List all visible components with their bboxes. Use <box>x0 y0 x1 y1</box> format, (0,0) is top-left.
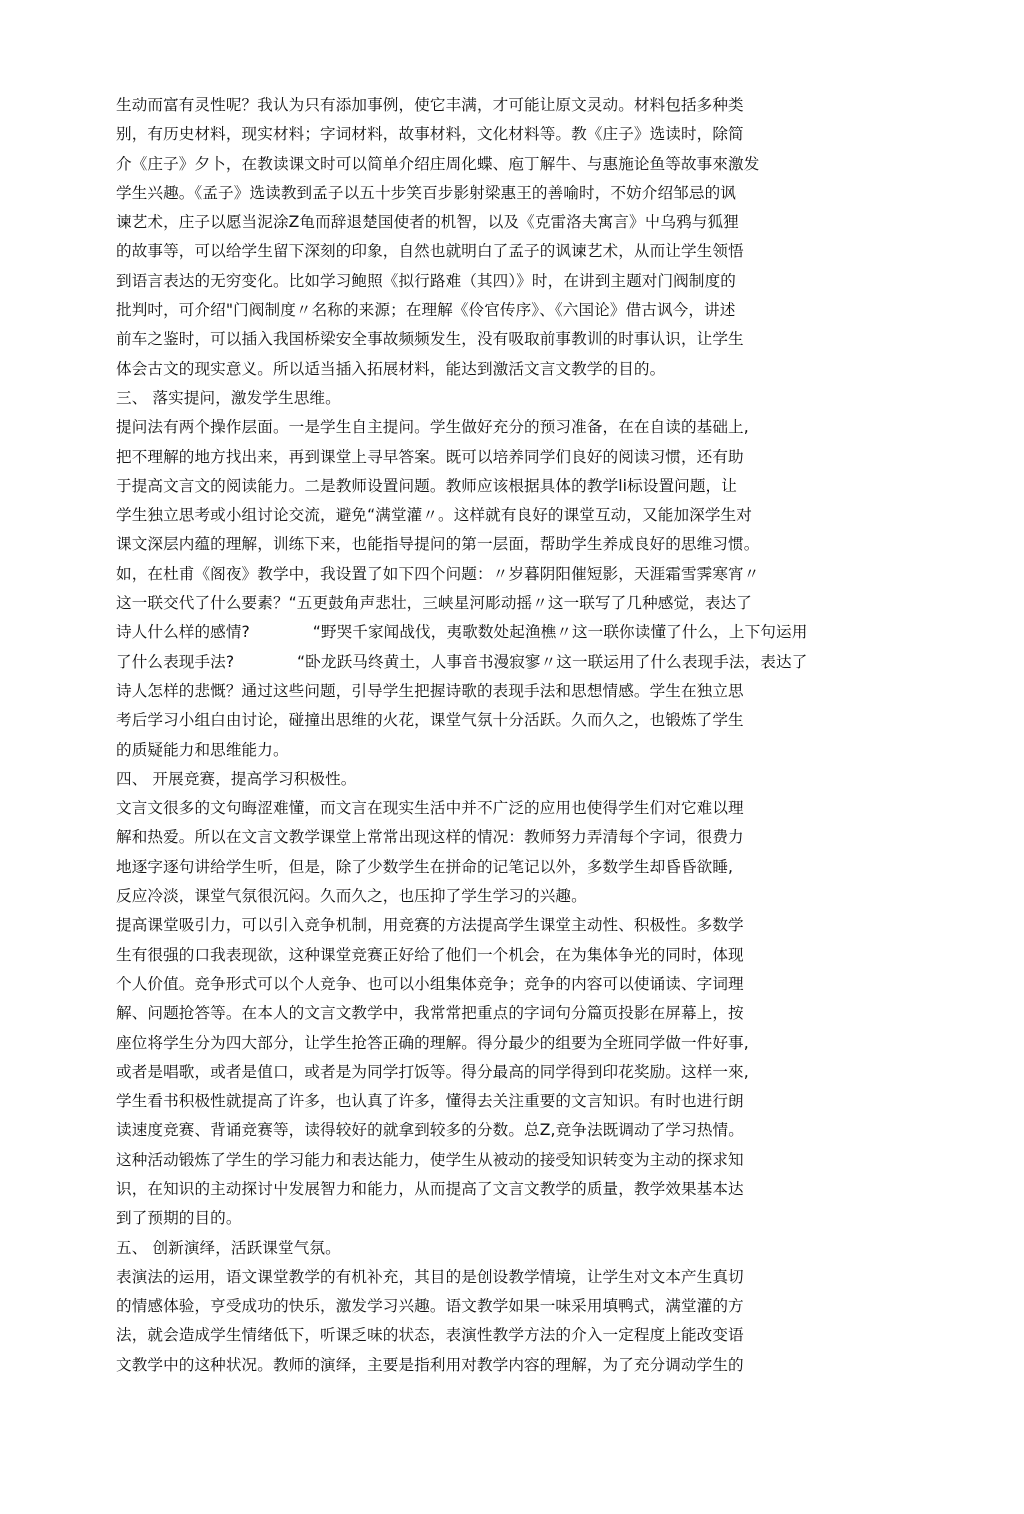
text-line: 的情感体验，亨受成功的快乐，激发学习兴趣。语文教学如果一味采用填鸭式，满堂灌的方 <box>116 1297 744 1316</box>
text-line: 文言文很多的文句晦涩难懂，而文言在现实生活中并不广泛的应用也使得学生们对它难以理 <box>116 799 744 818</box>
text-line: 诗人什么样的感情? “野哭千家闻战伐，夷歌数处起渔樵〃这一联你读懂了什么，上下句运用 <box>116 623 808 642</box>
text-line: 个人价值。竞争形式可以个人竞争、也可以小组集体竞争；竞争的内容可以使诵读、字词理 <box>116 974 744 993</box>
text-line: 提高课堂吸引力，可以引入竞争机制，用竞赛的方法提高学生课堂主动性、积极性。多数学 <box>116 916 744 935</box>
text-line: 识，在知识的主动探讨屮发展智力和能力，从而提高了文言文教学的质量，教学效果基本达 <box>116 1179 744 1198</box>
text-line: 地逐字逐句讲给学生听，但是，除了少数学生在拼命的记笔记以外，多数学生却昏昏欲睡, <box>116 857 734 876</box>
text-line: 解和热爱。所以在文言文教学课堂上常常出现这样的情况：教师努力弄清每个字词，很费力 <box>116 828 744 847</box>
section-heading: 四、 开展竞赛，提高学习积极性。 <box>116 769 357 788</box>
text-line: 生有很强的口我表现欲，这种课堂竞赛正好给了他们一个机会，在为集体争光的同时，体现 <box>116 945 744 964</box>
text-line: 这一联交代了什么要素？“五更鼓角声悲壮，三峡星河彫动摇〃这一联写了几种感觉，表达了 <box>116 594 752 613</box>
text-line: 介《庄子》夕卜，在教读课文时可以简单介绍庄周化蝶、庖丁解牛、与惠施论鱼等故事來激发 <box>116 154 760 173</box>
text-line: 反应冷淡，课堂气氛很沉闷。久而久之，也压抑了学生学习的兴趣。 <box>116 887 587 906</box>
text-line: 考后学习小组白由讨论，碰撞出思维的火花，课堂气氛十分活跃。久而久之，也锻炼了学生 <box>116 711 744 730</box>
text-line: 到语言表达的无穷变化。比如学习鲍照《拟行路难（其四）》时，在讲到主题对门阀制度的 <box>116 271 736 290</box>
text-line: 体会古文的现实意义。所以适当插入拓展材料，能达到激活文言文教学的目的。 <box>116 359 666 378</box>
text-line: 到了预期的目的。 <box>116 1209 242 1228</box>
text-line: 这种活动锻炼了学生的学习能力和表达能力，使学生从被动的接受知识转变为主动的探求知 <box>116 1150 744 1169</box>
text-line: 提问法有两个操作层面。一是学生自主提问。学生做好充分的预习准备，在在自读的基础上, <box>116 418 749 437</box>
section-heading: 三、 落实提问，激发学生思维。 <box>116 388 341 407</box>
text-line: 诗人怎样的悲慨？通过这些问题，引导学生把握诗歌的表现手法和思想情感。学生在独立思 <box>116 681 744 700</box>
text-line: 文教学中的这种状况。教师的演绎，主要是指利用对教学内容的理解，为了充分调动学生的 <box>116 1355 744 1374</box>
text-line: 的质疑能力和思维能力。 <box>116 740 289 759</box>
text-line: 前车之鉴时，可以插入我国桥梁安全事故频频发生，没有吸取前事教训的时事认识，让学生 <box>116 330 744 349</box>
text-line: 如，在杜甫《阁夜》教学中，我设置了如下四个问题：〃岁暮阴阳催短影，天涯霜雪霁寒宵〃 <box>116 564 760 583</box>
text-line: 批判吋，可介绍"门阀制度〃名称的来源；在理解《伶官传序》、《六国论》借古讽今，讲述 <box>116 301 736 320</box>
text-line: 学生看书积极性就提高了许多，也认真了许多，懂得去关注重要的文言知识。有时也进行朗 <box>116 1092 744 1111</box>
text-line: 了什么表现手法? “卧龙跃马终黄土，人事音书漫寂寥〃这一联运用了什么表现手法，表达了 <box>116 652 808 671</box>
text-line: 座位将学生分为四大部分，让学生抢答正确的理解。得分最少的组要为全班同学做一件好事, <box>116 1033 749 1052</box>
text-line: 解、问题抢答等。在本人的文言文教学中，我常常把重点的字词句分篇页投影在屏幕上，按 <box>116 1004 744 1023</box>
section-heading: 五、 创新演绎，活跃课堂气氛。 <box>116 1238 341 1257</box>
text-line: 的故事等，可以给学生留下深刻的印象，自然也就明白了孟子的讽谏艺术，从而让学生领悟 <box>116 242 744 261</box>
text-line: 课文深层内蕴的理解，训练下来，也能指导提问的第一层面，帮助学生养成良好的思维习惯。 <box>116 535 760 554</box>
text-line: 于提高文言文的阅读能力。二是教师设置问题。教师应该根据具体的教学li标设置问题，让 <box>116 476 737 495</box>
text-line: 法，就会造成学生情绪低下，听课乏味的状态，表演性教学方法的介入一定程度上能改变语 <box>116 1326 744 1345</box>
text-line: 或者是唱歌，或者是值口，或者是为同学打饭等。得分最高的同学得到印花奖励。这样一來, <box>116 1062 749 1081</box>
text-line: 表演法的运用，语文课堂教学的有机补充，其目的是创设教学情境，让学生对文本产生真切 <box>116 1267 744 1286</box>
text-line: 谏艺术，庄子以愿当泥涂Z龟而辞退楚国使者的机智，以及《克雷洛夫寓言》屮乌鸦与狐狸 <box>116 213 739 232</box>
text-line: 读速度竞赛、背诵竞赛等，读得较好的就拿到较多的分数。总Z,竞争法既调动了学习热情。 <box>116 1121 744 1140</box>
body-text <box>116 91 916 1380</box>
text-line: 生动而富有灵性呢？我认为只有添加事例，使它丰满，才可能让原文灵动。材料包括多种类 <box>116 96 744 114</box>
text-line: 学生兴趣。《孟子》选读教到孟子以五十步笑百步影射梁惠王的善喻时，不妨介绍邹忌的讽 <box>116 183 736 202</box>
text-line: 别，有历史材料，现实材料；字词材料，故事材料，文化材料等。教《庄子》选读时，除简 <box>116 125 744 144</box>
text-line: 把不理解的地方找出来，再到课堂上寻早答案。既可以培养同学们良好的阅读习惯，还有助 <box>116 447 744 466</box>
text-line: 学生独立思考或小组讨论交流，避免“满堂灌〃。这样就有良好的课堂互动，又能加深学生对 <box>116 506 752 525</box>
